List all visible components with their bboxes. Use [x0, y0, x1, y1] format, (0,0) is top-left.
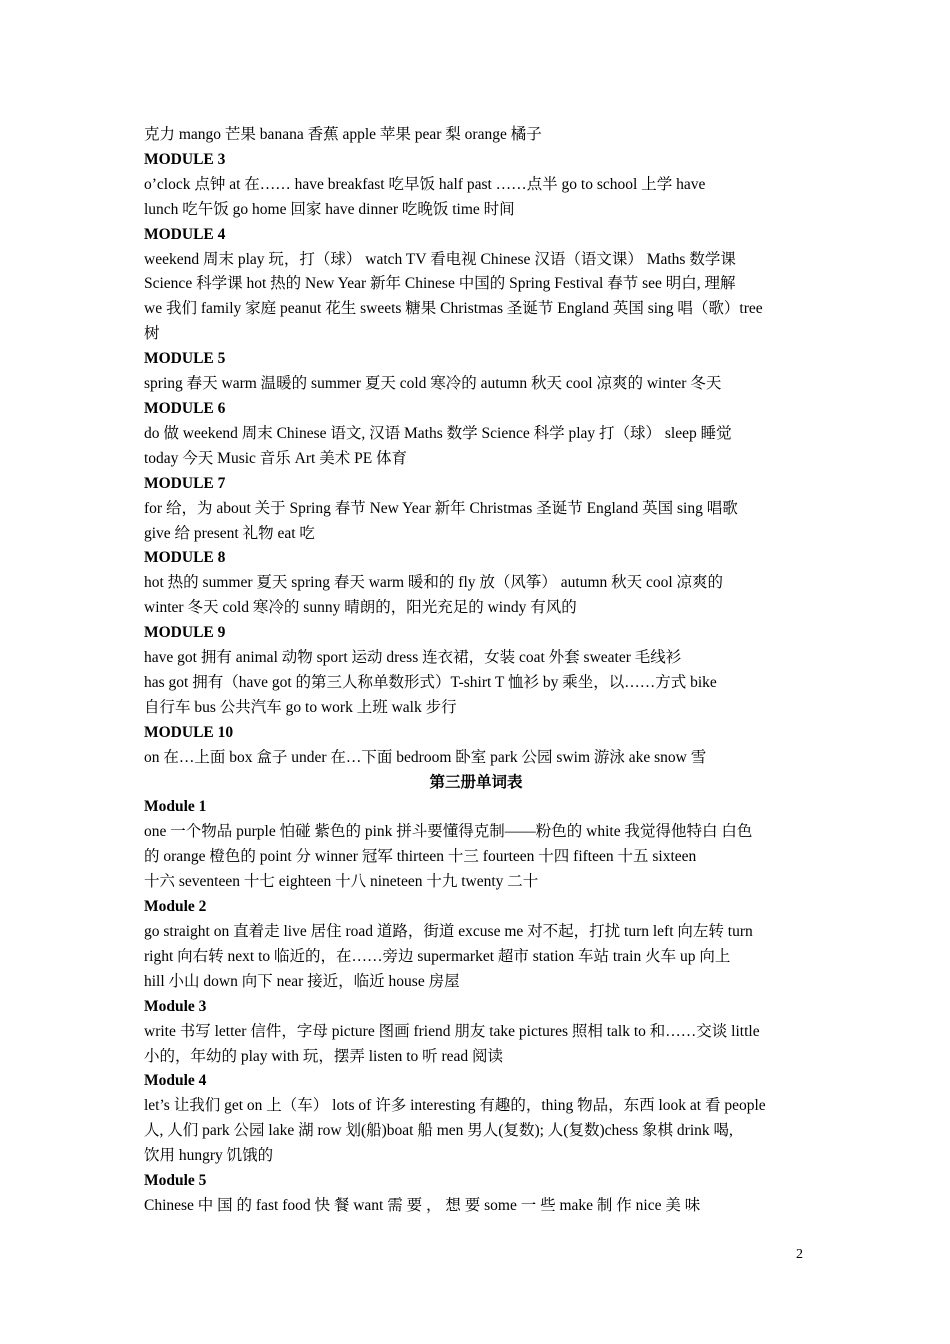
text-line: right 向右转 next to 临近的，在……旁边 supermarket 超市 station 车站 train 火车 up 向上 — [144, 947, 731, 965]
module-heading: Module 1 — [144, 798, 207, 816]
document-body — [144, 123, 808, 1219]
module-heading: Module 5 — [144, 1172, 207, 1190]
text-line: 小的，年幼的 play with 玩，摆弄 listen to 听 read 阅读 — [144, 1047, 504, 1065]
text-line: we 我们 family 家庭 peanut 花生 sweets 糖果 Christmas 圣诞节 England 英国 sing 唱（歌）tree — [144, 300, 763, 318]
text-line: weekend 周末 play 玩，打（球） watch TV 看电视 Chinese 汉语（语文课） Maths 数学课 — [144, 250, 736, 268]
text-line: have got 拥有 animal 动物 sport 运动 dress 连衣裙，女装 coat 外套 sweater 毛线衫 — [144, 649, 682, 667]
page-number: 2 — [796, 1247, 803, 1262]
text-line: today 今天 Music 音乐 Art 美术 PE 体育 — [144, 449, 408, 467]
text-line: Chinese 中 国 的 fast food 快 餐 want 需 要 ， 想 要 some 一 些 make 制 作 nice 美 味 — [144, 1196, 701, 1214]
text-line: 饮用 hungry 饥饿的 — [144, 1147, 274, 1165]
text-line: 十六 seventeen 十七 eighteen 十八 nineteen 十九 twenty 二十 — [144, 873, 539, 891]
text-line: 自行车 bus 公共汽车 go to work 上班 walk 步行 — [144, 698, 457, 716]
module-heading: MODULE 5 — [144, 350, 226, 368]
text-line: hot 热的 summer 夏天 spring 春天 warm 暖和的 fly 放（风筝） autumn 秋天 cool 凉爽的 — [144, 574, 724, 592]
module-heading: MODULE 10 — [144, 723, 234, 741]
module-heading: MODULE 3 — [144, 150, 226, 168]
text-line: 的 orange 橙色的 point 分 winner 冠军 thirteen 十三 fourteen 十四 fifteen 十五 sixteen — [144, 848, 697, 866]
text-line: has got 拥有（have got 的第三人称单数形式）T-shirt T 恤衫 by 乘坐，以……方式 bike — [144, 673, 717, 691]
text-line: lunch 吃午饭 go home 回家 have dinner 吃晚饭 time 时间 — [144, 200, 515, 218]
text-line: 人, 人们 park 公园 lake 湖 row 划(船)boat 船 men 男人(复数); 人(复数)chess 象棋 drink 喝, — [144, 1122, 733, 1140]
text-line: on 在…上面 box 盒子 under 在…下面 bedroom 卧室 park 公园 swim 游泳 ake snow 雪 — [144, 748, 707, 766]
text-line: winter 冬天 cold 寒冷的 sunny 晴朗的，阳光充足的 windy 有风的 — [144, 599, 577, 617]
text-line: for 给，为 about 关于 Spring 春节 New Year 新年 Christmas 圣诞节 England 英国 sing 唱歌 — [144, 499, 738, 517]
module-heading: MODULE 6 — [144, 399, 226, 417]
text-line: 克力 mango 芒果 banana 香蕉 apple 苹果 pear 梨 orange 橘子 — [144, 126, 542, 143]
text-line: 树 — [144, 325, 160, 343]
text-line: go straight on 直着走 live 居住 road 道路，街道 excuse me 对不起，打扰 turn left 向左转 turn — [144, 923, 753, 940]
module-heading: Module 4 — [144, 1072, 207, 1090]
text-line: give 给 present 礼物 eat 吃 — [144, 524, 315, 542]
module-heading: Module 2 — [144, 898, 207, 916]
text-line: write 书写 letter 信件，字母 picture 图画 friend 朋友 take pictures 照相 talk to 和……交谈 little — [144, 1022, 760, 1040]
module-heading: Module 3 — [144, 997, 207, 1015]
module-heading: MODULE 8 — [144, 549, 226, 567]
module-heading: MODULE 9 — [144, 624, 226, 642]
text-line: one 一个物品 purple 怕碰 紫色的 pink 拼斗要懂得克制——粉色的 white 我觉得他特白 白色 — [144, 823, 753, 841]
text-line: do 做 weekend 周末 Chinese 语文, 汉语 Maths 数学 Science 科学 play 打（球） sleep 睡觉 — [144, 424, 732, 442]
text-line: o’clock 点钟 at 在…… have breakfast 吃早饭 half past ……点半 go to school 上学 have — [144, 175, 706, 193]
module-heading: MODULE 4 — [144, 225, 226, 243]
text-line: Science 科学课 hot 热的 New Year 新年 Chinese 中国的 Spring Festival 春节 see 明白, 理解 — [144, 275, 736, 293]
text-line: spring 春天 warm 温暖的 summer 夏天 cold 寒冷的 autumn 秋天 cool 凉爽的 winter 冬天 — [144, 375, 722, 393]
module-heading: MODULE 7 — [144, 474, 226, 492]
text-line: let’s 让我们 get on 上（车） lots of 许多 interesting 有趣的，thing 物品，东西 look at 看 people — [144, 1097, 766, 1115]
book-title: 第三册单词表 — [429, 773, 523, 791]
text-line: hill 小山 down 向下 near 接近，临近 house 房屋 — [144, 972, 460, 990]
